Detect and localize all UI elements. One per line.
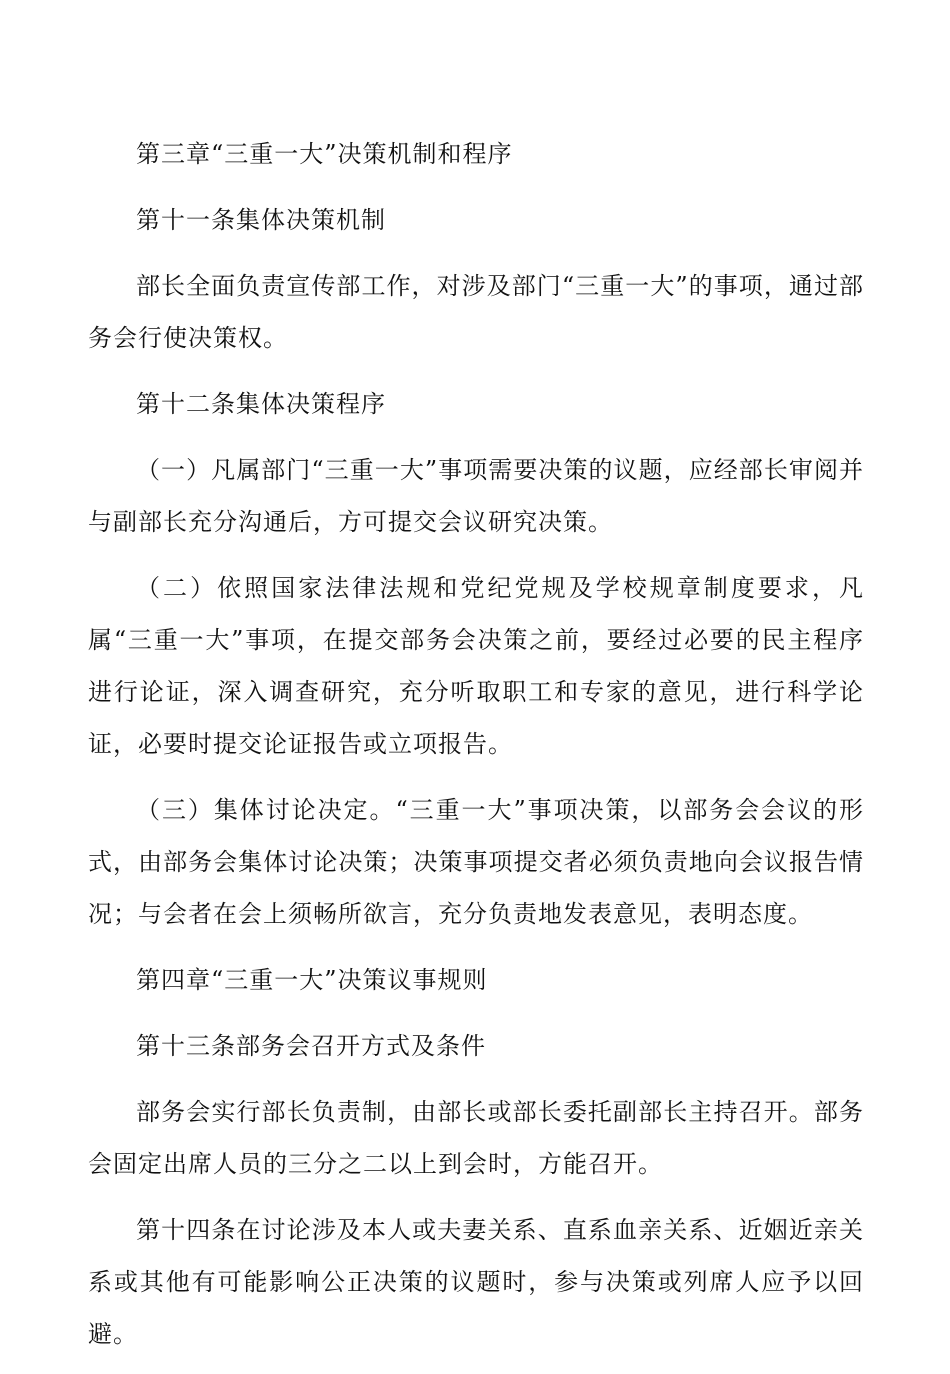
body-paragraph: （一）凡属部门“三重一大”事项需要决策的议题，应经部长审阅并与副部长充分沟通后，方可提交会议研究决策。 <box>88 456 864 536</box>
article-heading: 第十二条集体决策程序 <box>136 390 386 418</box>
body-paragraph: 部长全面负责宣传部工作，对涉及部门“三重一大”的事项，通过部务会行使决策权。 <box>88 272 864 352</box>
chapter-heading: 第三章“三重一大”决策机制和程序 <box>136 140 513 168</box>
article-heading: 第十一条集体决策机制 <box>136 206 386 234</box>
body-paragraph: 第十四条在讨论涉及本人或夫妻关系、直系血亲关系、近姻近亲关系或其他有可能影响公正决策的议题时，参与决策或列席人应予以回避。 <box>88 1216 864 1348</box>
body-paragraph: （二）依照国家法律法规和党纪党规及学校规章制度要求，凡属“三重一大”事项，在提交部务会决策之前，要经过必要的民主程序进行论证，深入调查研究，充分听取职工和专家的意见，进行科学论证，必要时提交论证报告或立项报告。 <box>88 574 864 758</box>
document-body <box>88 128 864 1374</box>
chapter-heading: 第四章“三重一大”决策议事规则 <box>136 966 488 994</box>
article-heading: 第十三条部务会召开方式及条件 <box>136 1032 486 1060</box>
body-paragraph: 部务会实行部长负责制，由部长或部长委托副部长主持召开。部务会固定出席人员的三分之二以上到会时，方能召开。 <box>88 1098 864 1178</box>
body-paragraph: （三）集体讨论决定。“三重一大”事项决策，以部务会会议的形式，由部务会集体讨论决策；决策事项提交者必须负责地向会议报告情况；与会者在会上须畅所欲言，充分负责地发表意见，表明态度。 <box>88 796 864 928</box>
